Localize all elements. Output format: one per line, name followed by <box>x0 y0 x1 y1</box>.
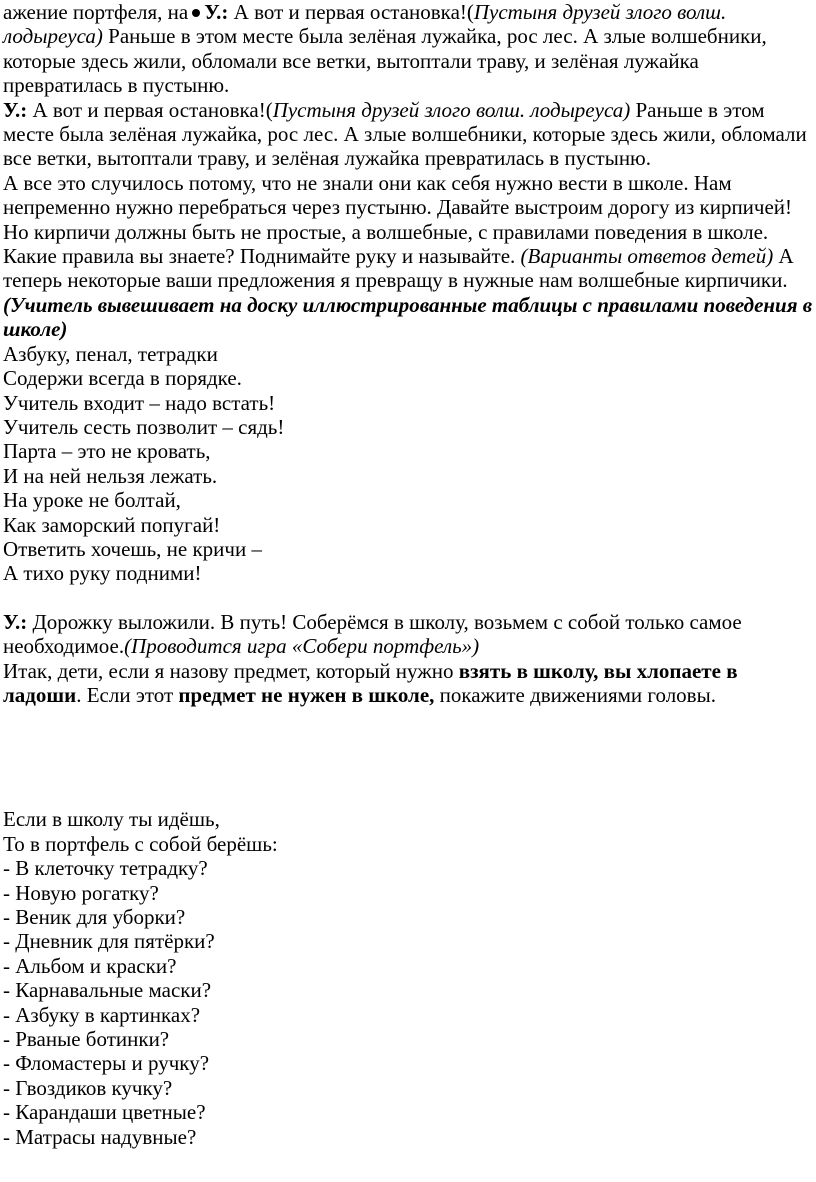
poem-line: Парта – это не кровать, <box>3 439 211 464</box>
poem-line: Содержи всегда в порядке. <box>3 366 242 391</box>
paragraph-desert <box>3 98 813 171</box>
italic-note: Пустыня друзей злого волш. лодыреуса) <box>3 0 727 49</box>
poem-line: - Альбом и краски? <box>3 953 177 978</box>
paragraph-text: А все это случилось потому, что не знали они как себя нужно вести в школе. Нам непременно нужно перебраться через пустыню. Давайте выстроим дорогу из кирпичей! Но кирпичи должны быть не простые, а волшебные, с правилами поведения в школе. Какие правила вы знаете? Поднимайте руку и называйте. <box>3 170 793 269</box>
poem-line: - Новую рогатку? <box>3 880 159 905</box>
paragraph-rules <box>3 171 813 342</box>
poem-line: На уроке не болтай, <box>3 488 181 513</box>
italic-note: (Варианты ответов детей) <box>520 244 774 269</box>
poem-line: - Дневник для пятёрки? <box>3 929 215 954</box>
poem-line: Как заморский попугай! <box>3 512 221 537</box>
poem-line: Учитель сесть позволит – сядь! <box>3 414 285 439</box>
poem-line: Если в школу ты идёшь, <box>3 807 220 832</box>
paragraph-road <box>3 610 813 659</box>
rules-poem <box>3 342 813 586</box>
overlapping-top-paragraph <box>3 0 813 98</box>
poem-line: - Фломастеры и ручку? <box>3 1051 210 1076</box>
poem-line: Учитель входит – надо встать! <box>3 390 276 415</box>
paragraph-text: А вот и первая остановка!( <box>27 97 273 122</box>
italic-note: (Проводится игра «Собери портфель») <box>124 634 480 659</box>
cut-off-fragment: ажение портфеля, на <box>3 0 189 24</box>
bold-text: предмет не нужен в школе, <box>178 682 435 707</box>
poem-line: Азбуку, пенал, тетрадки <box>3 341 218 366</box>
poem-line: И на ней нельзя лежать. <box>3 463 218 488</box>
poem-line: - Гвоздиков кучку? <box>3 1075 173 1100</box>
poem-line: - Рваные ботинки? <box>3 1027 170 1052</box>
paragraph-text: Итак, дети, если я назову предмет, который нужно <box>3 658 459 683</box>
italic-bold-note: (Учитель вывешивает на доску иллюстрированные таблицы с правилами поведения в школе) <box>3 292 813 342</box>
paragraph-text: А вот и первая остановка!( <box>228 0 474 24</box>
paragraph-game-instructions <box>3 659 813 708</box>
poem-line: - В клеточку тетрадку? <box>3 856 208 881</box>
paragraph-text: А теперь некоторые ваши предложения я превращу в нужные нам волшебные кирпичики. <box>3 244 794 293</box>
bold-text: взять в школу, вы хлопаете в ладоши <box>3 658 738 707</box>
poem-line: - Веник для уборки? <box>3 905 186 929</box>
bullet-icon <box>192 9 200 17</box>
poem-line: А тихо руку подними! <box>3 561 202 586</box>
paragraph-text: Дорожку выложили. В путь! Соберёмся в школу, возьмем с собой только самое необходимое. <box>3 609 742 659</box>
paragraph-text: Раньше в этом месте была зелёная лужайка, рос лес. А злые волшебники, которые здесь жили, обломали все ветки, вытоптали траву, и зелёная лужайка превратилась в пустыню. <box>3 24 767 98</box>
poem-line: - Карнавальные маски? <box>3 978 212 1003</box>
paragraph-text: покажите движениями головы. <box>434 682 716 707</box>
speaker-label: У.: <box>204 0 229 24</box>
poem-line: Ответить хочешь, не кричи – <box>3 536 262 561</box>
poem-line: - Азбуку в картинках? <box>3 1002 201 1027</box>
speaker-label: У.: <box>3 609 28 634</box>
portfolio-poem <box>3 807 813 1149</box>
paragraph-text: Раньше в этом месте была зелёная лужайка, рос лес. А злые волшебники, которые здесь жили, обломали все ветки, вытоптали траву, и зелёная лужайка превратилась в пустыню. <box>3 97 807 171</box>
poem-line: - Матрасы надувные? <box>3 1124 197 1149</box>
italic-note: Пустыня друзей злого волш. лодыреуса) <box>272 97 631 122</box>
poem-line: - Карандаши цветные? <box>3 1100 206 1125</box>
poem-line: То в портфель с собой берёшь: <box>3 831 278 856</box>
document-page <box>3 0 813 1149</box>
paragraph-text: . Если этот <box>76 682 179 707</box>
speaker-label: У.: <box>3 97 28 122</box>
